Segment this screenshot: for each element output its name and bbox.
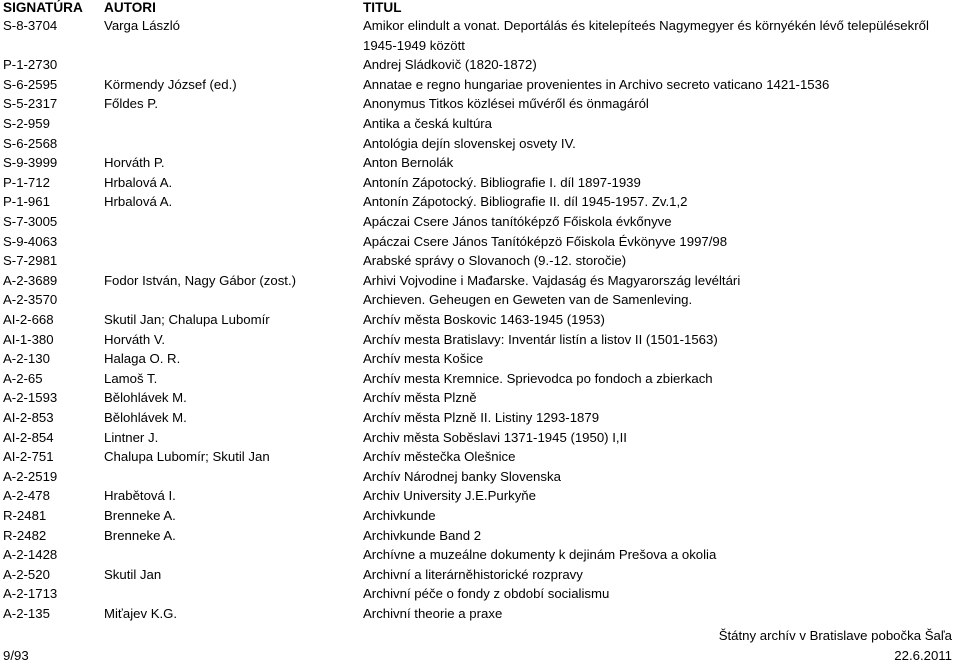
column-header-title: TITUL [363,0,402,15]
table-row [0,76,960,94]
title-cell: Arhivi Vojvodine i Mađarske. Vajdaság és Magyarország levéltári [363,272,741,288]
table-row [0,468,960,486]
signature-cell: A-2-3570 [3,292,58,308]
table-row [0,605,960,623]
table-row [0,448,960,466]
table-row [0,174,960,192]
author-cell: Bělohlávek M. [104,390,187,406]
author-cell: Hrabětová I. [104,488,176,504]
title-cell: Archivní péče o fondy z období socialismu [363,586,610,602]
author-cell: Brenneke A. [104,508,176,523]
table-row [0,272,960,290]
author-cell: Halaga O. R. [104,351,181,367]
table-row [0,135,960,153]
title-cell: Anton Bernolák [363,155,454,171]
author-cell: Miťajev K.G. [104,606,178,621]
title-cell: Archivní a literárněhistorické rozpravy [363,566,583,582]
author-cell: Horváth V. [104,331,166,347]
signature-cell: S-2-959 [3,116,50,131]
table-header [0,0,960,17]
table-row [0,507,960,525]
signature-cell: S-6-2595 [3,76,58,92]
signature-cell: A-2-130 [3,351,50,367]
table-row [0,409,960,427]
title-cell: Amikor elindult a vonat. Deportálás és kitelepíteés Nagymegyer és környékén lévő településekről [363,18,929,33]
signature-cell: S-8-3704 [3,18,58,33]
title-cell: Archív města Plzně [363,390,477,406]
title-cell: Arabské správy o Slovanoch (9.-12. storočie) [363,253,627,269]
author-cell: Skutil Jan; Chalupa Lubomír [104,312,270,327]
column-header-author: AUTORI [104,0,156,15]
title-cell: Antonín Zápotocký. Bibliografie I. díl 1897-1939 [363,174,641,190]
signature-cell: P-1-712 [3,174,50,190]
title-cell: Archív města Plzně II. Listiny 1293-1879 [363,410,600,425]
signature-cell: P-1-961 [3,194,50,210]
signature-cell: R-2482 [3,527,47,543]
title-cell: Archív města Boskovic 1463-1945 (1953) [363,312,605,327]
author-cell: Hrbalová A. [104,174,173,190]
signature-cell: A-2-135 [3,606,50,621]
table-row [0,291,960,309]
signature-cell: S-5-2317 [3,96,58,112]
title-cell: Archieven. Geheugen en Geweten van de Samenleving. [363,292,693,308]
signature-cell: AI-2-751 [3,449,54,465]
signature-cell: S-7-3005 [3,214,58,229]
signature-cell: A-2-520 [3,566,50,582]
title-cell: Antonín Zápotocký. Bibliografie II. díl 1945-1957. Zv.1,2 [363,194,688,210]
title-cell: Annatae e regno hungariae provenientes in Archivo secreto vaticano 1421-1536 [363,76,830,92]
table-row [0,311,960,329]
author-cell: Horváth P. [104,155,165,171]
signature-cell: R-2481 [3,508,47,523]
footer-institution: Štátny archív v Bratislave pobočka Šaľa [718,628,952,643]
table-row-continuation [0,37,960,55]
signature-cell: A-2-478 [3,488,50,504]
author-cell: Skutil Jan [104,566,162,582]
table-row [0,56,960,74]
table-row [0,566,960,584]
table-row [0,546,960,564]
table-row [0,527,960,545]
author-cell: Bělohlávek M. [104,410,187,425]
footer-date: 22.6.2011 [894,648,952,663]
title-cell: Apáczai Csere János Tanítóképzö Főiskola Évkönyve 1997/98 [363,233,728,249]
signature-cell: A-2-2519 [3,468,58,484]
table-row [0,429,960,447]
title-cell: Archív městečka Olešnice [363,449,516,465]
title-cell: Archív mesta Bratislavy: Inventár listín a listov II (1501-1563) [363,331,718,347]
signature-cell: A-2-65 [3,370,43,386]
title-cell: Archívne a muzeálne dokumenty k dejinám Prešova a okolia [363,547,717,563]
signature-cell: AI-1-380 [3,331,54,347]
table-row [0,154,960,172]
title-cell: Antológia dejín slovenskej osvety IV. [363,135,576,151]
signature-cell: A-2-1428 [3,547,58,563]
table-row [0,331,960,349]
author-cell: Főldes P. [104,96,159,112]
signature-cell: A-2-3689 [3,272,58,288]
table-row [0,487,960,505]
title-cell: Andrej Sládkovič (1820-1872) [363,57,537,73]
table-row [0,585,960,603]
table-row [0,213,960,231]
title-cell: Archivkunde Band 2 [363,527,482,543]
table-row [0,95,960,113]
title-cell: Archiv University J.E.Purkyňe [363,488,536,504]
table-row [0,370,960,388]
title-cell: Archív mesta Kremnice. Sprievodca po fondoch a zbierkach [363,370,713,386]
table-row [0,233,960,251]
footer-page-number: 9/93 [3,648,29,663]
table-row [0,193,960,211]
title-cell: Archivní theorie a praxe [363,606,503,621]
table-row [0,17,960,35]
signature-cell: AI-2-668 [3,312,54,327]
author-cell: Chalupa Lubomír; Skutil Jan [104,449,270,465]
author-cell: Hrbalová A. [104,194,173,210]
table-row [0,252,960,270]
title-cell: Archiv města Soběslavi 1371-1945 (1950) I,II [363,429,627,445]
table-row [0,115,960,133]
title-cell: Antika a česká kultúra [363,116,493,131]
title-cell: Archív Národnej banky Slovenska [363,468,561,484]
author-cell: Lintner J. [104,429,159,445]
title-cell: Archív mesta Košice [363,351,484,367]
signature-cell: AI-2-854 [3,429,54,445]
title-cell: Apáczai Csere János tanítóképző Főiskola évkőnyve [363,214,672,229]
signature-cell: S-9-4063 [3,233,58,249]
signature-cell: A-2-1713 [3,586,58,602]
author-cell: Lamoš T. [104,370,158,386]
signature-cell: S-6-2568 [3,135,58,151]
table-row [0,389,960,407]
table-row [0,350,960,368]
signature-cell: S-9-3999 [3,155,58,171]
signature-cell: S-7-2981 [3,253,58,269]
title-cell-continuation: 1945-1949 között [363,37,465,53]
title-cell: Archivkunde [363,508,436,523]
author-cell: Brenneke A. [104,527,176,543]
signature-cell: AI-2-853 [3,410,54,425]
signature-cell: A-2-1593 [3,390,58,406]
author-cell: Fodor István, Nagy Gábor (zost.) [104,272,297,288]
signature-cell: P-1-2730 [3,57,58,73]
author-cell: Varga László [104,18,180,33]
title-cell: Anonymus Titkos közlései művéről és önmagáról [363,96,649,112]
column-header-signature: SIGNATÚRA [3,0,83,15]
author-cell: Körmendy József (ed.) [104,76,237,92]
